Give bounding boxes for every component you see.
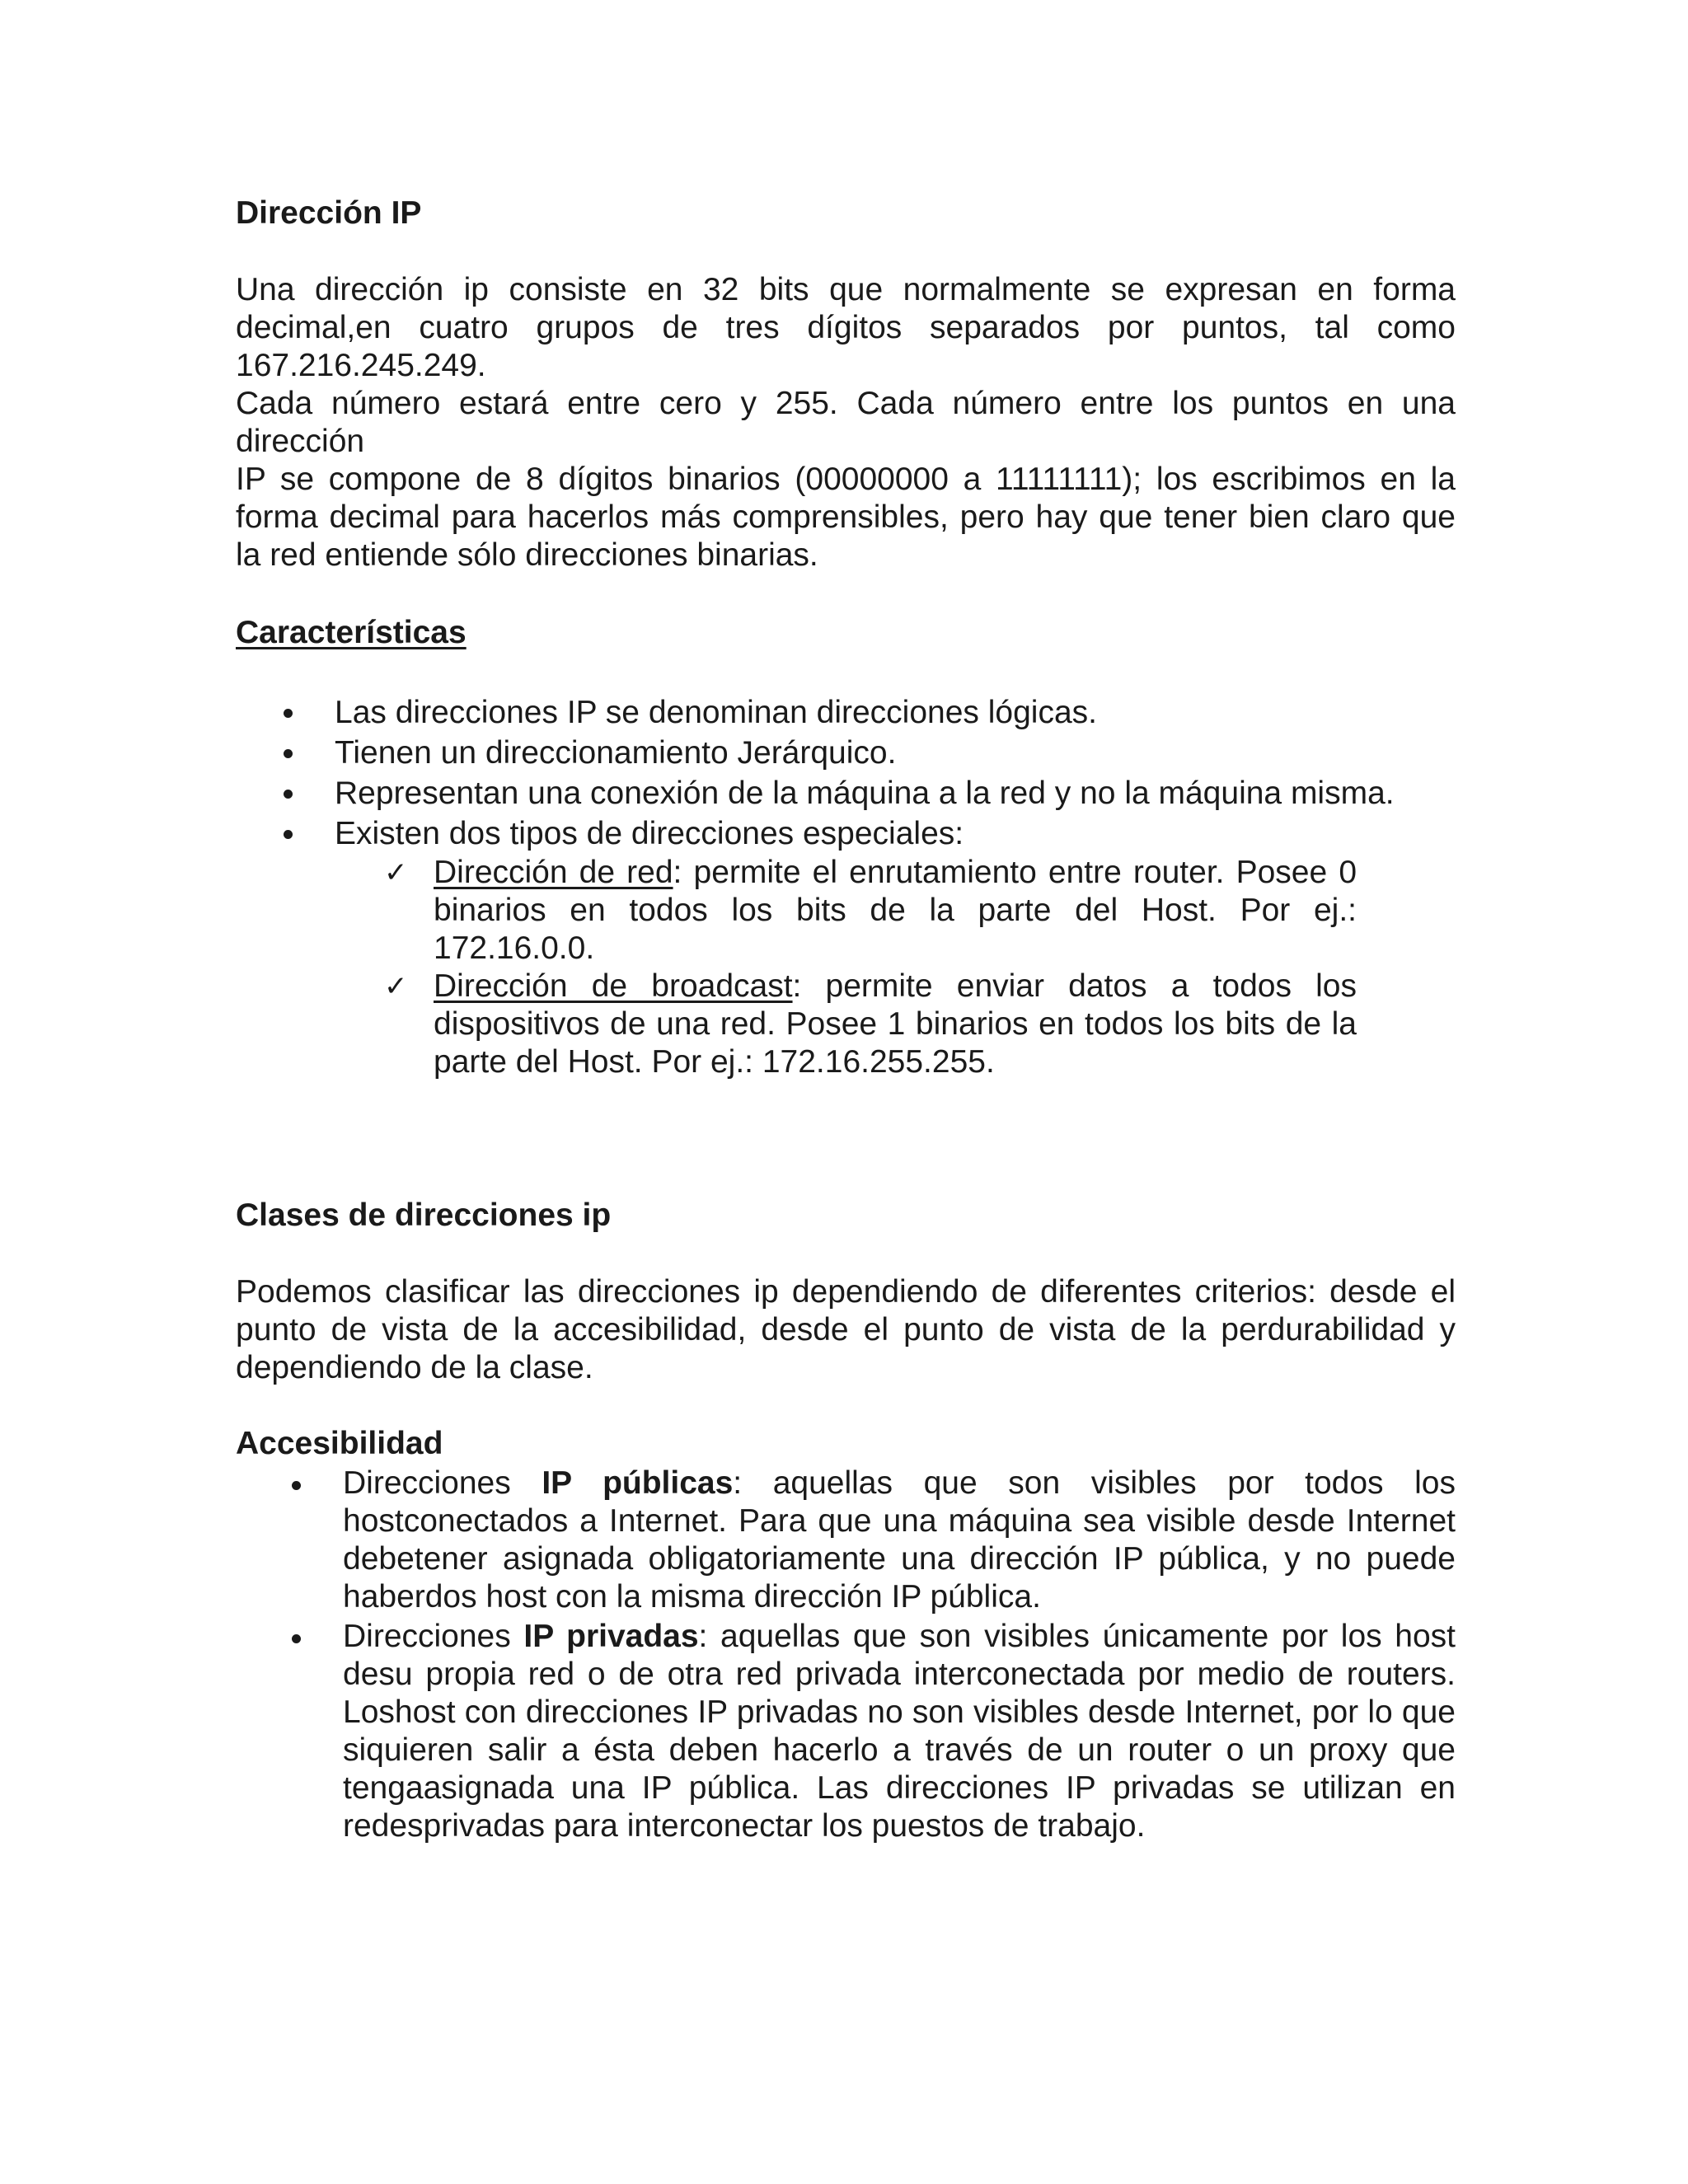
- bullet-icon: [284, 709, 293, 718]
- list-item: [236, 692, 1456, 733]
- special-item-network: [384, 854, 1357, 968]
- special-term: Dirección de red: [434, 855, 673, 890]
- intro-line-2: Cada número estará entre cero y 255. Cada número entre los puntos en una dirección: [236, 386, 1456, 459]
- special-term: Dirección de broadcast: [434, 968, 793, 1004]
- list-item-text: Existen dos tipos de direcciones especiales:: [335, 816, 964, 851]
- item-prefix: Direcciones: [343, 1465, 542, 1501]
- item-bold-term: IP privadas: [523, 1619, 699, 1654]
- special-item-broadcast: [384, 968, 1357, 1081]
- item-text: : aquellas que son visibles por todos los hostconectados a Internet. Para que una máquina sea visible desde Internet debetener asignada obligatoriamente una dirección IP pública, y no puede haberdos host con la misma dirección IP pública.: [343, 1465, 1456, 1615]
- item-prefix: Direcciones: [343, 1619, 524, 1654]
- special-text: : permite enviar datos a todos los dispositivos de una red. Posee 1 binarios en todos los bits de la parte del Host. Por ej.: 172.16.255.255.: [434, 968, 1357, 1080]
- item-text: : aquellas que son visibles únicamente por los host desu propia red o de otra red privada interconectada por medio de routers. Loshost con direcciones IP privadas no son visibles desde Internet, por lo que siquieren salir a ésta deben hacerlo a través de un router o un proxy que tengaasignada una IP pública. Las direcciones IP privadas se utilizan en redesprivadas para interconectar los puestos de trabajo.: [343, 1619, 1456, 1844]
- section-title-direccion-ip: Dirección IP: [236, 195, 422, 231]
- document-page: [236, 0, 1456, 2184]
- list-item-text: Las direcciones IP se denominan direcciones lógicas.: [335, 695, 1097, 730]
- list-item: [236, 813, 1456, 854]
- checkmark-icon: ✓: [384, 970, 408, 1003]
- list-item: [236, 773, 1456, 813]
- bullet-icon: [292, 1634, 301, 1643]
- intro-line-1: Una dirección ip consiste en 32 bits que normalmente se expresan en forma decimal,en cuatro grupos de tres dígitos separados por puntos, tal como 167.216.245.249.: [236, 272, 1456, 383]
- bullet-icon: [284, 749, 293, 758]
- special-addresses-container: [236, 854, 1456, 1081]
- checkmark-icon: ✓: [384, 856, 408, 889]
- bullet-icon: [292, 1481, 301, 1490]
- list-item-text: Tienen un direccionamiento Jerárquico.: [335, 735, 897, 771]
- list-item: [236, 733, 1456, 773]
- special-addresses-list: [236, 854, 1456, 1081]
- accessibility-list: [236, 1465, 1456, 1847]
- special-text: : permite el enrutamiento entre router. Posee 0 binarios en todos los bits de la parte del Host. Por ej.: 172.16.0.0.: [434, 855, 1357, 966]
- section-title-caracteristicas: Características: [236, 615, 467, 650]
- list-item-text: Representan una conexión de la máquina a la red y no la máquina misma.: [335, 776, 1395, 811]
- characteristics-list: [236, 692, 1456, 1081]
- list-item: [236, 1618, 1456, 1845]
- classes-paragraph: Podemos clasificar las direcciones ip dependiendo de diferentes criterios: desde el punto de vista de la accesibilidad, desde el punto de vista de la perdurabilidad y dependiendo de la clase.: [236, 1274, 1456, 1385]
- intro-paragraph: [236, 271, 1456, 574]
- item-bold-term: IP públicas: [542, 1465, 734, 1501]
- intro-line-3: IP se compone de 8 dígitos binarios (00000000 a 11111111); los escribimos en la forma decimal para hacerlos más comprensibles, pero hay que tener bien claro que la red entiende sólo direcciones binarias.: [236, 462, 1456, 573]
- section-title-accesibilidad: Accesibilidad: [236, 1426, 443, 1461]
- bullet-icon: [284, 830, 293, 839]
- list-item: [236, 1465, 1456, 1616]
- bullet-icon: [284, 790, 293, 799]
- section-title-clases: Clases de direcciones ip: [236, 1197, 612, 1233]
